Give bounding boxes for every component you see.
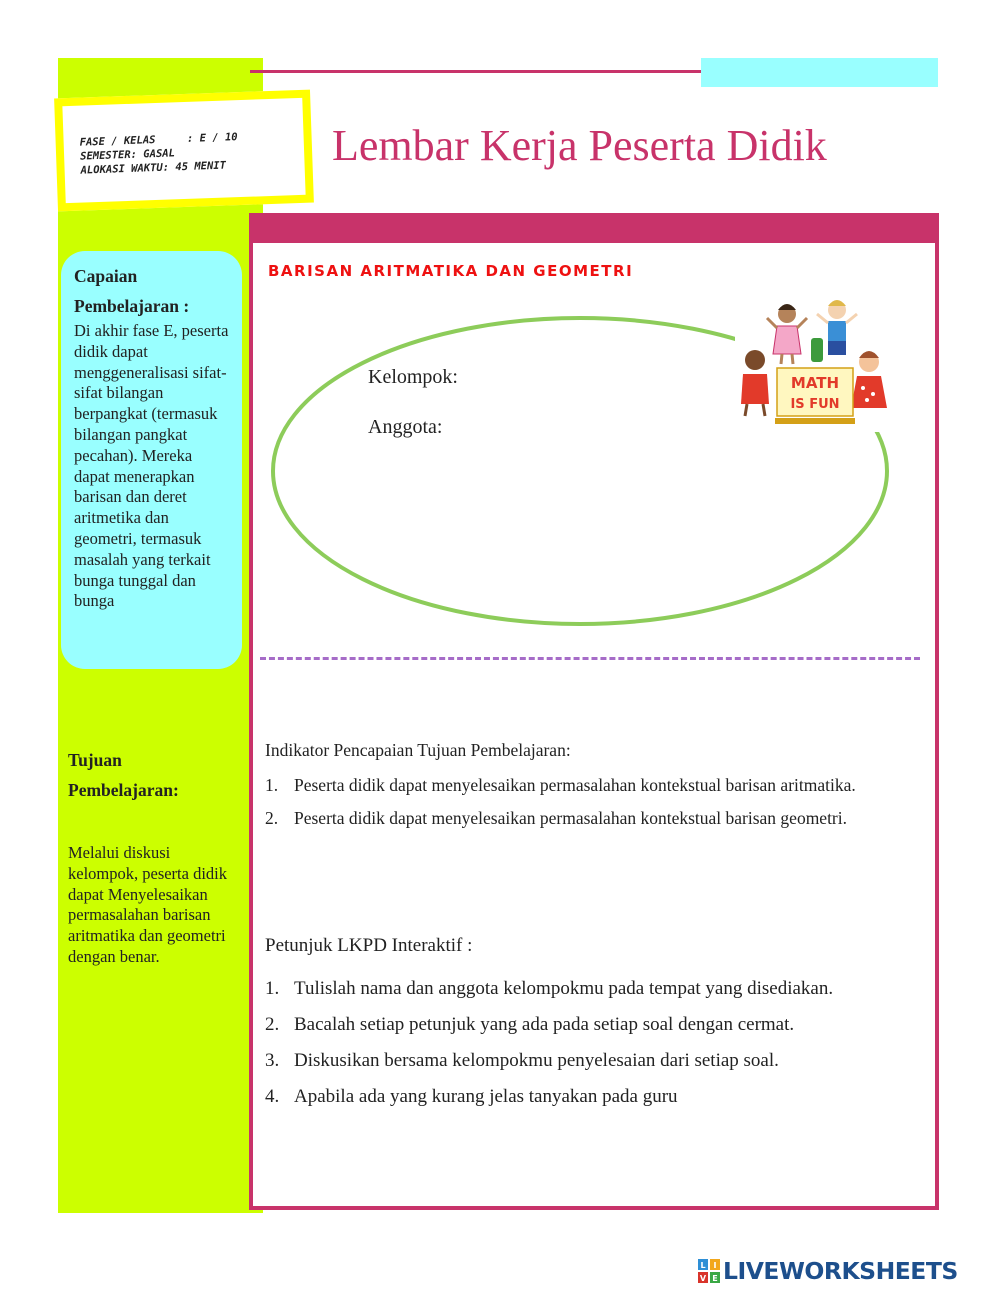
capaian-body: Di akhir fase E, peserta didik dapat menggeneralisasi sifat-sifat bilangan berpangkat (termasuk bilangan pangkat pecahan). Mereka dapat menerapkan barisan dan deret aritmetika dan geometri, termasuk masalah yang terkait bunga tunggal dan bunga	[74, 321, 229, 611]
list-item-text: Peserta didik dapat menyelesaikan permasalahan kontekstual barisan aritmatika.	[294, 775, 856, 795]
list-item-text: Diskusikan bersama kelompokmu penyelesaian dari setiap soal.	[294, 1050, 779, 1071]
capaian-heading-line2: Pembelajaran :	[74, 296, 190, 316]
header-accent-strip	[701, 58, 938, 87]
indikator-title: Indikator Pencapaian Tujuan Pembelajaran:	[265, 740, 571, 760]
logo-letter: I	[713, 1261, 717, 1270]
list-item-number: 4.	[265, 1086, 280, 1107]
ruler-shape	[775, 418, 855, 424]
kelompok-label: Kelompok:	[368, 366, 458, 388]
green-cylinder-shape	[811, 338, 823, 362]
petunjuk-title: Petunjuk LKPD Interaktif :	[265, 935, 473, 956]
list-item-number: 2.	[265, 807, 279, 828]
list-item	[265, 971, 905, 1007]
list-item	[265, 769, 875, 802]
list-item	[265, 1079, 905, 1115]
liveworksheets-logo-icon	[698, 1259, 720, 1283]
list-item	[265, 1043, 905, 1079]
tujuan-body: Melalui diskusi kelompok, peserta didik dapat Menyelesaikan permasalahan barisan aritmatika dan geometri dengan benar.	[68, 843, 228, 966]
list-item-number: 1.	[265, 978, 280, 999]
list-item	[265, 802, 875, 835]
logo-letter: L	[700, 1261, 706, 1270]
info-line-fase: FASE / KELAS : E / 10	[79, 131, 238, 149]
brand-name: LIVEWORKSHEETS	[723, 1257, 958, 1285]
class-info-box	[54, 90, 314, 212]
list-item-text: Peserta didik dapat menyelesaikan permasalahan kontekstual barisan geometri.	[294, 807, 848, 828]
sign-text-fun: IS FUN	[790, 397, 840, 412]
liveworksheets-brand[interactable]	[698, 1258, 958, 1284]
capaian-heading-line1: Capaian	[74, 266, 138, 286]
logo-letter: E	[712, 1274, 718, 1283]
list-item	[265, 1007, 905, 1043]
tujuan-heading	[68, 745, 248, 805]
list-item-number: 3.	[265, 1050, 280, 1071]
tujuan-heading-line1: Tujuan	[68, 750, 122, 770]
info-line-alokasi: ALOKASI WAKTU: 45 MENIT	[80, 159, 227, 177]
list-item-number: 2.	[265, 1014, 280, 1035]
tujuan-heading-line2: Pembelajaran:	[68, 780, 179, 800]
page-title: Lembar Kerja Peserta Didik	[332, 121, 827, 170]
logo-letter: V	[699, 1274, 707, 1283]
indikator-list	[265, 769, 875, 834]
list-item-text: Apabila ada yang kurang jelas tanyakan pada guru	[294, 1086, 678, 1107]
sign-text-math: MATH	[790, 374, 840, 392]
list-item-text: Bacalah setiap petunjuk yang ada pada setiap soal dengan cermat.	[294, 1014, 795, 1035]
section-title: BARISAN ARITMATIKA DAN GEOMETRI	[268, 262, 634, 280]
capaian-pembelajaran-box	[61, 251, 242, 669]
section-divider	[260, 657, 920, 660]
math-is-fun-kids-illustration	[735, 296, 895, 432]
list-item-number: 1.	[265, 775, 279, 795]
anggota-label: Anggota:	[368, 416, 443, 438]
info-line-semester: SEMESTER: GASAL	[79, 147, 176, 163]
petunjuk-list	[265, 971, 905, 1115]
list-item-text: Tulislah nama dan anggota kelompokmu pada tempat yang disediakan.	[294, 978, 834, 999]
